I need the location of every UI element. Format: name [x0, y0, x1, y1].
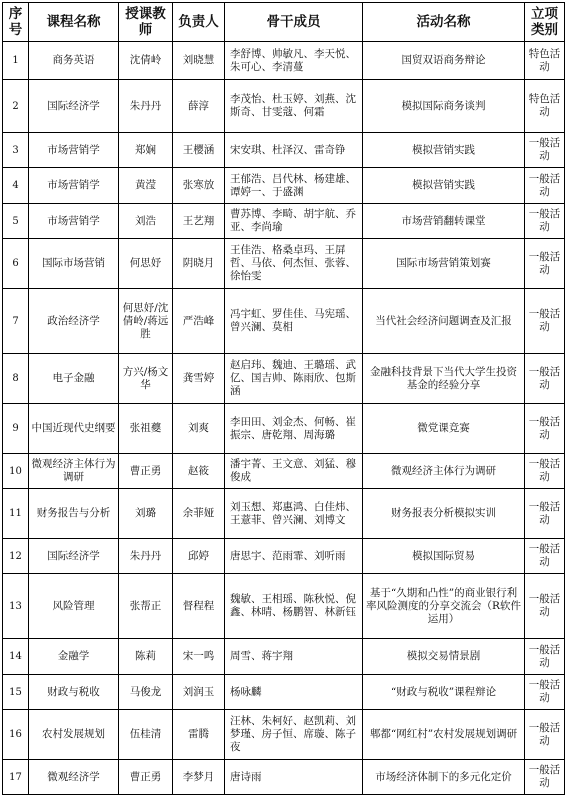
activity-type: 一般活动: [525, 574, 565, 639]
teacher-name: 张帮正: [119, 574, 173, 639]
course-name: 国际经济学: [29, 539, 119, 574]
members-list: 唐思宇、范雨霏、刘听雨: [225, 539, 363, 574]
table-row: [3, 574, 565, 639]
activity-name: 金融科技背景下当代大学生投资基金的经验分享: [363, 354, 525, 404]
teacher-name: 刘浩: [119, 204, 173, 239]
activity-name: 模拟营销实践: [363, 168, 525, 204]
activity-name: 市场营销翻转课堂: [363, 204, 525, 239]
leader-name: 王艺翔: [173, 204, 225, 239]
row-index: 1: [3, 42, 29, 80]
activity-name: 国际市场营销策划赛: [363, 239, 525, 289]
table-row: [3, 239, 565, 289]
row-index: 5: [3, 204, 29, 239]
course-name: 市场营销学: [29, 133, 119, 168]
header-index: 序号: [3, 3, 29, 42]
course-name: 国际经济学: [29, 80, 119, 133]
teacher-name: 何思妤/沈倩岭/蒋远胜: [119, 289, 173, 354]
members-list: 潘宇菁、王文意、刘猛、穆俊成: [225, 454, 363, 489]
leader-name: 王樱涵: [173, 133, 225, 168]
members-list: 汪林、朱柯好、赵凯莉、刘梦瑾、房子恒、席璇、陈子夜: [225, 710, 363, 760]
leader-name: 赵筱: [173, 454, 225, 489]
course-name: 中国近现代史纲要: [29, 404, 119, 454]
header-activity: 活动名称: [363, 3, 525, 42]
table-row: [3, 204, 565, 239]
leader-name: 薛淳: [173, 80, 225, 133]
teacher-name: 黄滢: [119, 168, 173, 204]
course-name: 财政与税收: [29, 675, 119, 710]
teacher-name: 方兴/杨文华: [119, 354, 173, 404]
header-leader: 负责人: [173, 3, 225, 42]
activity-type: 一般活动: [525, 710, 565, 760]
row-index: 3: [3, 133, 29, 168]
activity-type: 一般活动: [525, 168, 565, 204]
table-row: [3, 710, 565, 760]
row-index: 7: [3, 289, 29, 354]
teacher-name: 陈莉: [119, 639, 173, 675]
activity-name: 模拟国际商务谈判: [363, 80, 525, 133]
members-list: 李田田、刘金杰、何畅、崔振宗、唐乾翔、周海璐: [225, 404, 363, 454]
course-name: 微观经济主体行为调研: [29, 454, 119, 489]
table-row: [3, 404, 565, 454]
course-name: 国际市场营销: [29, 239, 119, 289]
members-list: 周雪、蒋宇翔: [225, 639, 363, 675]
course-name: 风险管理: [29, 574, 119, 639]
activity-name: 财务报表分析模拟实训: [363, 489, 525, 539]
activity-name: 微观经济主体行为调研: [363, 454, 525, 489]
activity-type: 一般活动: [525, 489, 565, 539]
activity-name: 微党课竞赛: [363, 404, 525, 454]
members-list: 李舒博、帅敏凡、李天悦、朱可心、李清蔓: [225, 42, 363, 80]
activity-name: 模拟营销实践: [363, 133, 525, 168]
activity-type: 一般活动: [525, 204, 565, 239]
document-page: [2, 2, 565, 795]
row-index: 13: [3, 574, 29, 639]
activity-name: “财政与税收”课程辩论: [363, 675, 525, 710]
members-list: 冯宇虹、罗佳佳、马宪瑶、曾兴澜、莫相: [225, 289, 363, 354]
teacher-name: 曹正勇: [119, 760, 173, 795]
members-list: 唐诗雨: [225, 760, 363, 795]
members-list: 刘玉想、郑惠鸿、白佳炜、王薏菲、曾兴澜、刘博文: [225, 489, 363, 539]
leader-name: 李梦月: [173, 760, 225, 795]
activity-table: [2, 2, 565, 795]
activity-type: 一般活动: [525, 539, 565, 574]
teacher-name: 马俊龙: [119, 675, 173, 710]
table-row: [3, 675, 565, 710]
activity-name: 当代社会经济问题调查及汇报: [363, 289, 525, 354]
activity-type: 一般活动: [525, 289, 565, 354]
members-list: 魏敏、王相瑶、陈秋悦、倪鑫、林晴、杨鹏智、林新钰: [225, 574, 363, 639]
activity-name: 国贸双语商务辩论: [363, 42, 525, 80]
leader-name: 刘爽: [173, 404, 225, 454]
members-list: 宋安琪、杜泽汉、雷奇铮: [225, 133, 363, 168]
activity-type: 一般活动: [525, 760, 565, 795]
table-row: [3, 168, 565, 204]
row-index: 16: [3, 710, 29, 760]
activity-type: 一般活动: [525, 133, 565, 168]
members-list: 王佳浩、格桑卓玛、王屏哲、马依、何杰恒、张蓉、徐怡雯: [225, 239, 363, 289]
activity-name: 基于“久期和凸性”的商业银行利率风险测度的分享交流会（R软件运用）: [363, 574, 525, 639]
members-list: 王郁浩、吕代林、杨建雄、谭婷一、于盛渊: [225, 168, 363, 204]
activity-name: 模拟交易情景剧: [363, 639, 525, 675]
leader-name: 龚雪婷: [173, 354, 225, 404]
course-name: 商务英语: [29, 42, 119, 80]
activity-name: 市场经济体制下的多元化定价: [363, 760, 525, 795]
row-index: 8: [3, 354, 29, 404]
members-list: 曹苏博、李畸、胡宇航、乔亚、李尚瑜: [225, 204, 363, 239]
activity-type: 特色活动: [525, 80, 565, 133]
teacher-name: 刘璐: [119, 489, 173, 539]
leader-name: 余菲娅: [173, 489, 225, 539]
activity-type: 特色活动: [525, 42, 565, 80]
header-members: 骨干成员: [225, 3, 363, 42]
table-row: [3, 80, 565, 133]
course-name: 金融学: [29, 639, 119, 675]
leader-name: 刘润玉: [173, 675, 225, 710]
course-name: 微观经济学: [29, 760, 119, 795]
header-type: 立项类别: [525, 3, 565, 42]
teacher-name: 伍桂清: [119, 710, 173, 760]
leader-name: 严浩峰: [173, 289, 225, 354]
table-row: [3, 133, 565, 168]
row-index: 11: [3, 489, 29, 539]
table-row: [3, 489, 565, 539]
leader-name: 雷腾: [173, 710, 225, 760]
activity-name: 郫都“网红村”农村发展规划调研: [363, 710, 525, 760]
course-name: 农村发展规划: [29, 710, 119, 760]
header-row: [3, 3, 565, 42]
teacher-name: 张祖夔: [119, 404, 173, 454]
course-name: 财务报告与分析: [29, 489, 119, 539]
activity-type: 一般活动: [525, 454, 565, 489]
activity-name: 模拟国际贸易: [363, 539, 525, 574]
activity-type: 一般活动: [525, 404, 565, 454]
course-name: 市场营销学: [29, 168, 119, 204]
table-row: [3, 539, 565, 574]
activity-type: 一般活动: [525, 639, 565, 675]
activity-type: 一般活动: [525, 239, 565, 289]
leader-name: 宋一鸣: [173, 639, 225, 675]
leader-name: 阴晓月: [173, 239, 225, 289]
teacher-name: 朱丹丹: [119, 539, 173, 574]
row-index: 17: [3, 760, 29, 795]
course-name: 电子金融: [29, 354, 119, 404]
activity-type: 一般活动: [525, 675, 565, 710]
members-list: 李茂怡、杜玉婷、刘燕、沈斯奇、甘雯蔻、何霜: [225, 80, 363, 133]
table-row: [3, 454, 565, 489]
teacher-name: 曹正勇: [119, 454, 173, 489]
members-list: 赵启玮、魏迪、王璐瑶、武亿、国吉帅、陈雨欣、包斯涵: [225, 354, 363, 404]
header-course: 课程名称: [29, 3, 119, 42]
leader-name: 刘晓慧: [173, 42, 225, 80]
table-row: [3, 289, 565, 354]
teacher-name: 沈倩岭: [119, 42, 173, 80]
row-index: 2: [3, 80, 29, 133]
leader-name: 邱婷: [173, 539, 225, 574]
leader-name: 督程程: [173, 574, 225, 639]
row-index: 15: [3, 675, 29, 710]
course-name: 政治经济学: [29, 289, 119, 354]
table-row: [3, 760, 565, 795]
header-teacher: 授课教师: [119, 3, 173, 42]
teacher-name: 何思妤: [119, 239, 173, 289]
teacher-name: 朱丹丹: [119, 80, 173, 133]
row-index: 4: [3, 168, 29, 204]
row-index: 10: [3, 454, 29, 489]
activity-type: 一般活动: [525, 354, 565, 404]
course-name: 市场营销学: [29, 204, 119, 239]
members-list: 杨咏麟: [225, 675, 363, 710]
table-row: [3, 639, 565, 675]
row-index: 14: [3, 639, 29, 675]
row-index: 6: [3, 239, 29, 289]
table-row: [3, 42, 565, 80]
table-row: [3, 354, 565, 404]
row-index: 9: [3, 404, 29, 454]
leader-name: 张寒放: [173, 168, 225, 204]
teacher-name: 郑娴: [119, 133, 173, 168]
row-index: 12: [3, 539, 29, 574]
